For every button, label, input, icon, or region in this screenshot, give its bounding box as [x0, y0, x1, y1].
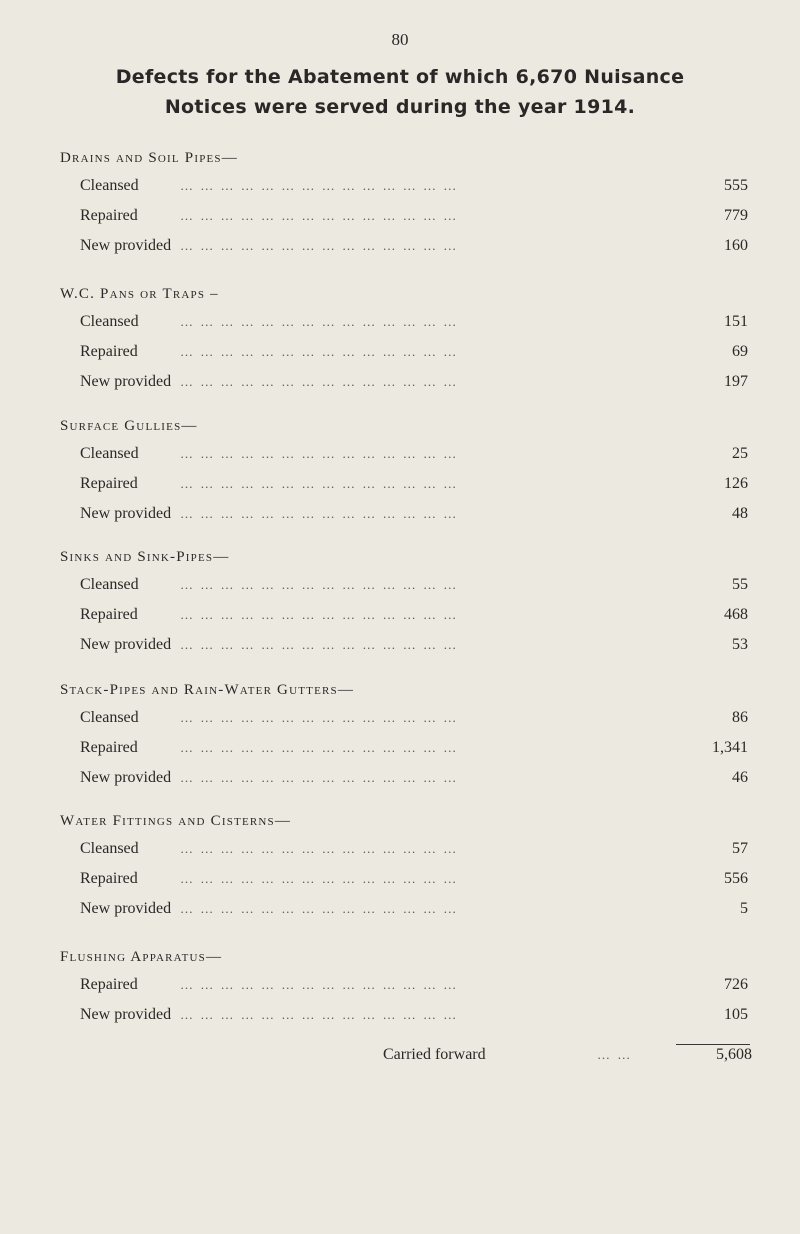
leader-dots: … … … … … … … … … … … … … … — [180, 901, 459, 916]
section-stack-pipes-gutters — [60, 677, 760, 793]
row-label: Repaired — [80, 337, 142, 367]
row-value: 468 — [724, 606, 748, 623]
row-label: New provided — [80, 630, 175, 660]
leader-dots: … … … … … … … … … … … … … … — [180, 314, 459, 329]
row-label: New provided — [80, 894, 175, 924]
row-label: Cleansed — [80, 307, 143, 337]
row-value: 160 — [724, 237, 748, 254]
leader-dots: … … … … … … … … … … … … … … — [180, 238, 459, 253]
leader-dots: … … … … … … … … … … … … … … — [180, 344, 459, 359]
section-surface-gullies — [60, 413, 760, 529]
row-value: 69 — [732, 343, 748, 360]
table-row — [60, 894, 760, 924]
leader-dots: … … … … … … … … … … … … … … — [180, 637, 459, 652]
title-line-1: Defects for the Abatement of which 6,670 Nuisance — [115, 66, 685, 88]
title-line-2: Notices were served during the year 1914. — [164, 96, 636, 118]
leader-dots: … … … … … … … … … … … … … … — [180, 446, 459, 461]
row-label: New provided — [80, 1000, 175, 1030]
row-value: 556 — [724, 870, 748, 887]
table-row — [60, 231, 760, 261]
row-label: Cleansed — [80, 834, 143, 864]
row-label: New provided — [80, 231, 175, 261]
section-water-fittings-cisterns — [60, 808, 760, 924]
leader-dots: … … … … … … … … … … … … … … — [180, 374, 459, 389]
row-label: Cleansed — [80, 703, 143, 733]
section-heading: Surface Gullies— — [60, 418, 198, 434]
table-row — [60, 570, 760, 600]
carried-forward-value: 5,608 — [716, 1046, 752, 1063]
section-wc-pans-traps — [60, 281, 760, 397]
row-value: 197 — [724, 373, 748, 390]
row-label: New provided — [80, 367, 175, 397]
leader-dots: … … … … … … … … … … … … … … — [180, 1007, 459, 1022]
row-label: New provided — [80, 499, 175, 529]
table-row — [60, 307, 760, 337]
table-row — [60, 630, 760, 660]
leader-dots: … … … … … … … … … … … … … … — [180, 607, 459, 622]
leader-dots: … … — [597, 1047, 633, 1062]
table-row — [60, 600, 760, 630]
section-heading: Drains and Soil Pipes— — [60, 150, 238, 166]
table-row — [60, 439, 760, 469]
section-heading: Sinks and Sink-Pipes— — [60, 549, 230, 565]
row-value: 46 — [732, 769, 748, 786]
leader-dots: … … … … … … … … … … … … … … — [180, 871, 459, 886]
row-label: Cleansed — [80, 439, 143, 469]
row-value: 57 — [732, 840, 748, 857]
table-row — [60, 864, 760, 894]
section-heading: Stack-Pipes and Rain-Water Gutters— — [60, 682, 355, 698]
table-row — [60, 703, 760, 733]
carried-forward-label: Carried forward — [383, 1046, 486, 1063]
row-label: Cleansed — [80, 570, 143, 600]
row-value: 1,341 — [712, 739, 748, 756]
row-value: 48 — [732, 505, 748, 522]
row-value: 86 — [732, 709, 748, 726]
row-label: Cleansed — [80, 171, 143, 201]
leader-dots: … … … … … … … … … … … … … … — [180, 506, 459, 521]
row-value: 151 — [724, 313, 748, 330]
leader-dots: … … … … … … … … … … … … … … — [180, 476, 459, 491]
table-row — [60, 337, 760, 367]
row-value: 25 — [732, 445, 748, 462]
page-number: 80 — [391, 30, 409, 49]
row-label: Repaired — [80, 600, 142, 630]
leader-dots: … … … … … … … … … … … … … … — [180, 577, 459, 592]
section-drains-soil-pipes — [60, 145, 760, 261]
section-heading: Flushing Apparatus— — [60, 949, 223, 965]
leader-dots: … … … … … … … … … … … … … … — [180, 208, 459, 223]
carried-forward-row — [0, 1040, 800, 1070]
leader-dots: … … … … … … … … … … … … … … — [180, 977, 459, 992]
leader-dots: … … … … … … … … … … … … … … — [180, 710, 459, 725]
row-label: Repaired — [80, 733, 142, 763]
row-value: 726 — [724, 976, 748, 993]
table-row — [60, 469, 760, 499]
section-sinks-sink-pipes — [60, 544, 760, 660]
row-label: Repaired — [80, 970, 142, 1000]
row-value: 5 — [740, 900, 748, 917]
row-label: Repaired — [80, 864, 142, 894]
table-row — [60, 171, 760, 201]
table-row — [60, 201, 760, 231]
section-flushing-apparatus — [60, 944, 760, 1030]
row-value: 779 — [724, 207, 748, 224]
row-value: 555 — [724, 177, 748, 194]
section-heading: W.C. Pans or Traps – — [60, 286, 219, 302]
table-row — [60, 733, 760, 763]
table-row — [60, 970, 760, 1000]
table-row — [60, 1000, 760, 1030]
row-label: New provided — [80, 763, 175, 793]
row-label: Repaired — [80, 469, 142, 499]
row-value: 55 — [732, 576, 748, 593]
row-label: Repaired — [80, 201, 142, 231]
table-row — [60, 763, 760, 793]
leader-dots: … … … … … … … … … … … … … … — [180, 770, 459, 785]
section-heading: Water Fittings and Cisterns— — [60, 813, 292, 829]
row-value: 126 — [724, 475, 748, 492]
table-row — [60, 367, 760, 397]
page-title — [50, 62, 750, 122]
leader-dots: … … … … … … … … … … … … … … — [180, 740, 459, 755]
row-value: 53 — [732, 636, 748, 653]
table-row — [60, 499, 760, 529]
leader-dots: … … … … … … … … … … … … … … — [180, 841, 459, 856]
leader-dots: … … … … … … … … … … … … … … — [180, 178, 459, 193]
row-value: 105 — [724, 1006, 748, 1023]
table-row — [60, 834, 760, 864]
